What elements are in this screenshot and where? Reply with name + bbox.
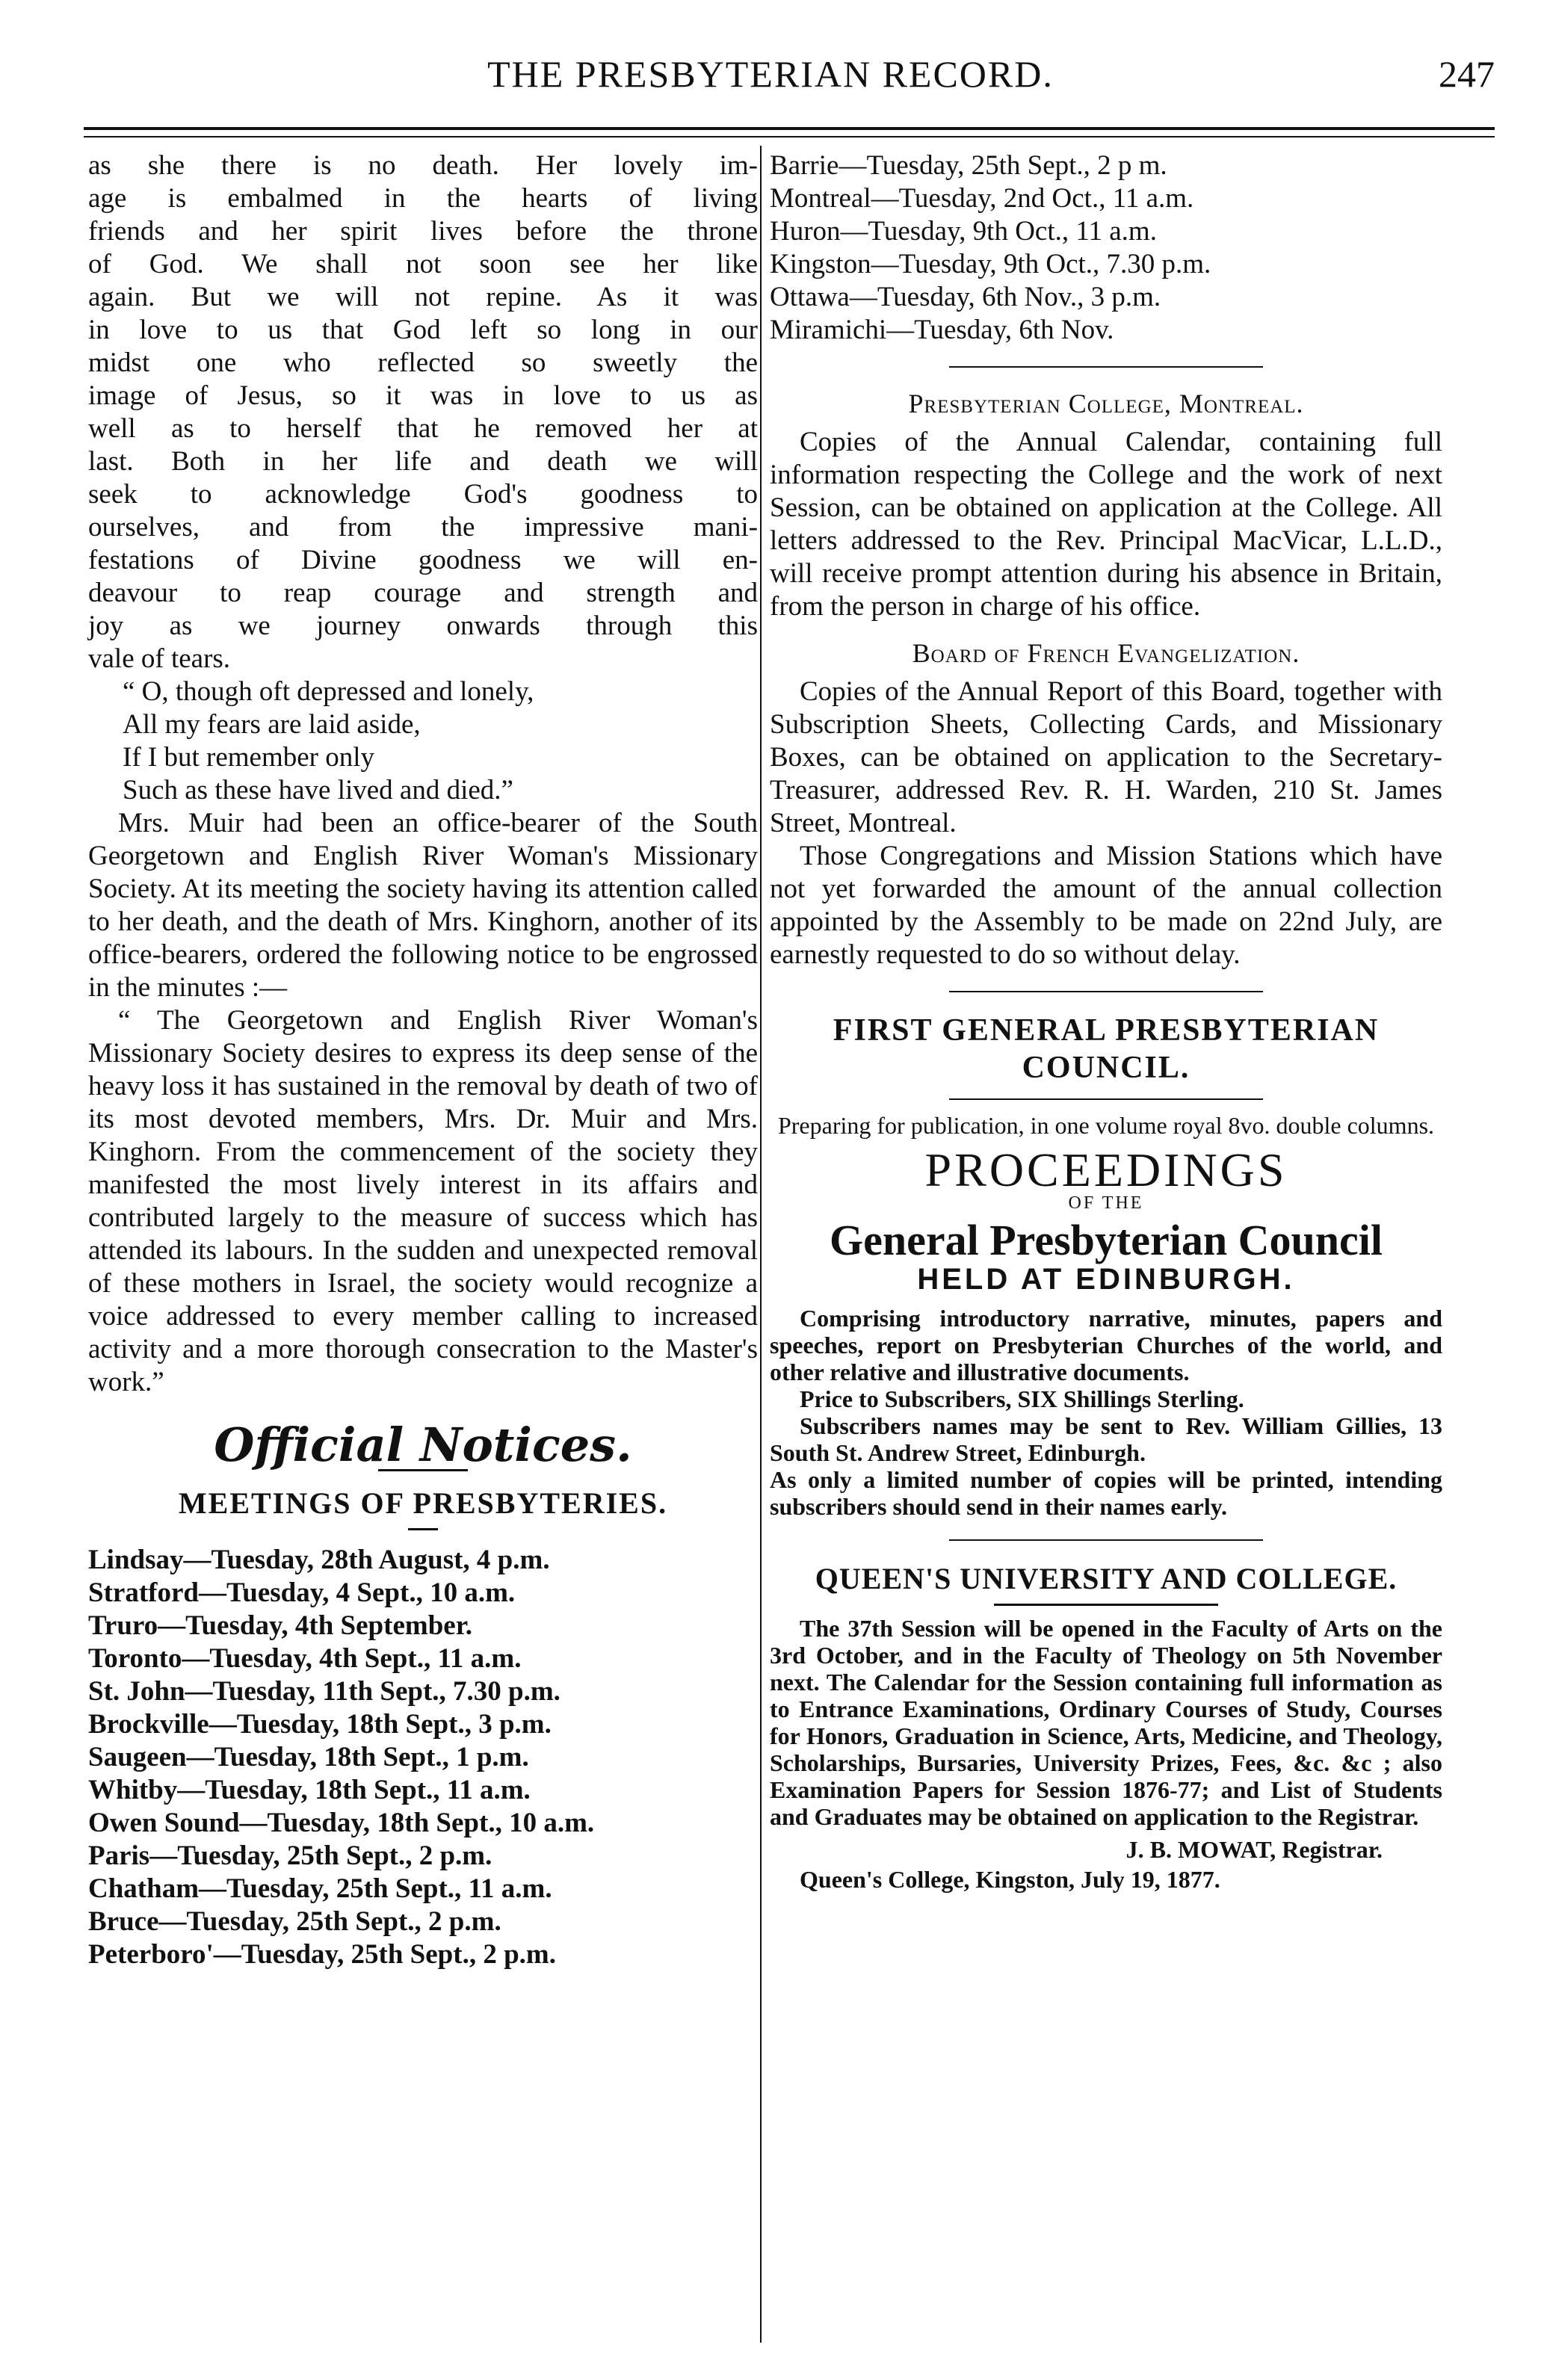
meeting-entry: Peterboro'—Tuesday, 25th Sept., 2 p.m.	[88, 1939, 556, 1970]
obituary-text	[88, 149, 758, 676]
running-title: THE PRESBYTERIAN RECORD.	[487, 53, 1054, 95]
council-heading: FIRST GENERAL PRESBYTERIAN COUNCIL.	[833, 1013, 1380, 1085]
meetings-list	[88, 1544, 758, 1971]
obituary-line: age is embalmed in the hearts of living	[88, 183, 758, 214]
divider-rule-4	[949, 1539, 1263, 1541]
meeting-entry: Whitby—Tuesday, 18th Sept., 11 a.m.	[88, 1775, 531, 1805]
held-at-edinburgh: HELD AT EDINBURGH.	[917, 1263, 1295, 1296]
meetings-list-continued	[770, 149, 1442, 347]
header-rule-thin	[84, 136, 1495, 137]
obituary-line: well as to herself that he removed her at	[88, 413, 758, 444]
obituary-line: midst one who reflected so sweetly the	[88, 347, 758, 378]
signature: J. B. MOWAT, Registrar.	[1125, 1836, 1383, 1863]
board-heading: Board of French Evangelization.	[912, 638, 1300, 668]
obituary-line: ourselves, and from the impressive mani-	[88, 512, 758, 543]
obituary-line: seek to acknowledge God's goodness to	[88, 479, 758, 510]
muir-paragraph: Mrs. Muir had been an office-bearer of the South Georgetown and English River Woman's Missionary Society. At its meeting the society having its attention called to her death, and the death of Mrs. Kinghorn, another of its office-bearers, ordered the following notice to be engrossed in the minutes :—	[88, 808, 758, 1003]
meeting-entry: Owen Sound—Tuesday, 18th Sept., 10 a.m.	[88, 1808, 595, 1838]
verse-line: Such as these have lived and died.”	[123, 775, 513, 806]
meeting-entry: Miramichi—Tuesday, 6th Nov.	[770, 315, 1114, 345]
proceedings-title: PROCEEDINGS	[924, 1143, 1288, 1196]
council-title: General Presbyterian Council	[830, 1216, 1383, 1264]
meeting-entry: Lindsay—Tuesday, 28th August, 4 p.m.	[88, 1545, 550, 1575]
meeting-entry: Montreal—Tuesday, 2nd Oct., 11 a.m.	[770, 183, 1194, 214]
column-divider	[760, 146, 762, 2343]
of-the-text: OF THE	[1068, 1193, 1144, 1213]
obituary-line: deavour to reap courage and strength and	[88, 578, 758, 608]
queens-heading: QUEEN'S UNIVERSITY AND COLLEGE.	[815, 1562, 1398, 1595]
obituary-line: image of Jesus, so it was in love to us as	[88, 380, 758, 411]
obituary-line: last. Both in her life and death we will	[88, 446, 758, 477]
meeting-entry: St. John—Tuesday, 11th Sept., 7.30 p.m.	[88, 1676, 560, 1707]
board-text: Copies of the Annual Report of this Board, together with Subscription Sheets, Collecting Cards, and Missionary Boxes, can be obtained on application to the Secretary-Treasurer, addressed Rev. R. H. Warden, 210 St. James Street, Montreal.	[770, 676, 1442, 838]
limited-text: As only a limited number of copies will be printed, intending subscribers should send in their names early.	[770, 1466, 1442, 1520]
obituary-line: in love to us that God left so long in our	[88, 315, 758, 345]
verse	[88, 676, 758, 807]
meeting-entry: Chatham—Tuesday, 25th Sept., 11 a.m.	[88, 1873, 552, 1904]
page-number: 247	[1439, 53, 1495, 95]
verse-line: “ O, though oft depressed and lonely,	[123, 676, 534, 707]
meeting-entry: Ottawa—Tuesday, 6th Nov., 3 p.m.	[770, 282, 1161, 312]
price-text: Price to Subscribers, SIX Shillings Sterling.	[800, 1385, 1244, 1412]
obituary-line: joy as we journey onwards through this	[88, 611, 758, 641]
left-column	[88, 149, 758, 1971]
meeting-entry: Toronto—Tuesday, 4th Sept., 11 a.m.	[88, 1643, 522, 1674]
meetings-heading: MEETINGS OF PRESBYTERIES.	[178, 1486, 668, 1520]
queens-text: The 37th Session will be opened in the Faculty of Arts on the 3rd October, and in the Faculty of Theology on 5th November next. The Calendar for the Session containing full information as to Entrance Examinations, Ordinary Courses of Study, Courses for Honors, Graduation in Science, Arts, Medicine, and Theology, Scholarships, Bursaries, University Prizes, Fees, &c. &c ; also Examination Papers for Session 1876-77; and List of Students and Graduates may be obtained on application to the Registrar.	[770, 1615, 1442, 1830]
preparing-text: Preparing for publication, in one volume royal 8vo. double columns.	[777, 1112, 1435, 1139]
obituary-line: again. But we will not repine. As it was	[88, 282, 758, 312]
divider-rule-3	[949, 1098, 1263, 1100]
right-column	[770, 149, 1442, 1893]
comprising-text: Comprising introductory narrative, minutes, papers and speeches, report on Presbyterian Churches of the world, and other relative and illustrative documents.	[770, 1305, 1442, 1385]
header-rule	[84, 127, 1495, 130]
divider-rule-2	[949, 991, 1263, 992]
subscribers-text: Subscribers names may be sent to Rev. William Gillies, 13 South St. Andrew Street, Edinburgh.	[770, 1412, 1442, 1466]
college-text: Copies of the Annual Calendar, containing full information respecting the College and the work of next Session, can be obtained on application at the College. All letters addressed to the Rev. Principal MacVicar, L.L.D., will receive prompt attention during his absence in Britain, from the person in charge of his office.	[770, 427, 1442, 622]
meeting-entry: Barrie—Tuesday, 25th Sept., 2 p m.	[770, 150, 1167, 181]
meeting-entry: Paris—Tuesday, 25th Sept., 2 p.m.	[88, 1840, 492, 1871]
board-text-2: Those Congregations and Mission Stations which have not yet forwarded the amount of the annual collection appointed by the Assembly to be made on 22nd July, are earnestly requested to do so without delay.	[770, 841, 1442, 970]
meeting-entry: Bruce—Tuesday, 25th Sept., 2 p.m.	[88, 1906, 501, 1937]
meeting-entry: Truro—Tuesday, 4th September.	[88, 1610, 472, 1641]
page-header	[0, 52, 1541, 120]
meeting-entry: Brockville—Tuesday, 18th Sept., 3 p.m.	[88, 1709, 552, 1740]
verse-line: All my fears are laid aside,	[123, 709, 421, 740]
official-notices-heading: Official Notices.	[214, 1418, 632, 1472]
obituary-line: friends and her spirit lives before the throne	[88, 216, 758, 247]
obituary-line: of God. We shall not soon see her like	[88, 249, 758, 279]
verse-line: If I but remember only	[123, 742, 374, 773]
obituary-line: as she there is no death. Her lovely im-	[88, 150, 758, 181]
resolution-paragraph: “ The Georgetown and English River Woman's Missionary Society desires to express its deep sense of the heavy loss it has sustained in the removal by death of two of its most devoted members, Mrs. Dr. Muir and Mrs. Kinghorn. From the commencement of the society they manifested the most lively interest in its affairs and contributed largely to the measure of success which has attended its labours. In the sudden and unexpected removal of these mothers in Israel, the society would recognize a voice addressed to every member calling to increased activity and a more thorough consecration to the Master's work.”	[88, 1005, 758, 1397]
meeting-entry: Stratford—Tuesday, 4 Sept., 10 a.m.	[88, 1577, 516, 1608]
obituary-line: festations of Divine goodness we will en-	[88, 545, 758, 575]
meeting-entry: Saugeen—Tuesday, 18th Sept., 1 p.m.	[88, 1742, 529, 1772]
college-heading: Presbyterian College, Montreal.	[908, 389, 1304, 418]
date-line: Queen's College, Kingston, July 19, 1877.	[800, 1866, 1220, 1893]
divider-rule	[949, 366, 1263, 368]
meeting-entry: Huron—Tuesday, 9th Oct., 11 a.m.	[770, 216, 1157, 247]
section-rule-queens	[994, 1604, 1218, 1606]
meeting-entry: Kingston—Tuesday, 9th Oct., 7.30 p.m.	[770, 249, 1211, 279]
section-rule-small	[408, 1528, 438, 1530]
obituary-line: vale of tears.	[88, 643, 231, 674]
